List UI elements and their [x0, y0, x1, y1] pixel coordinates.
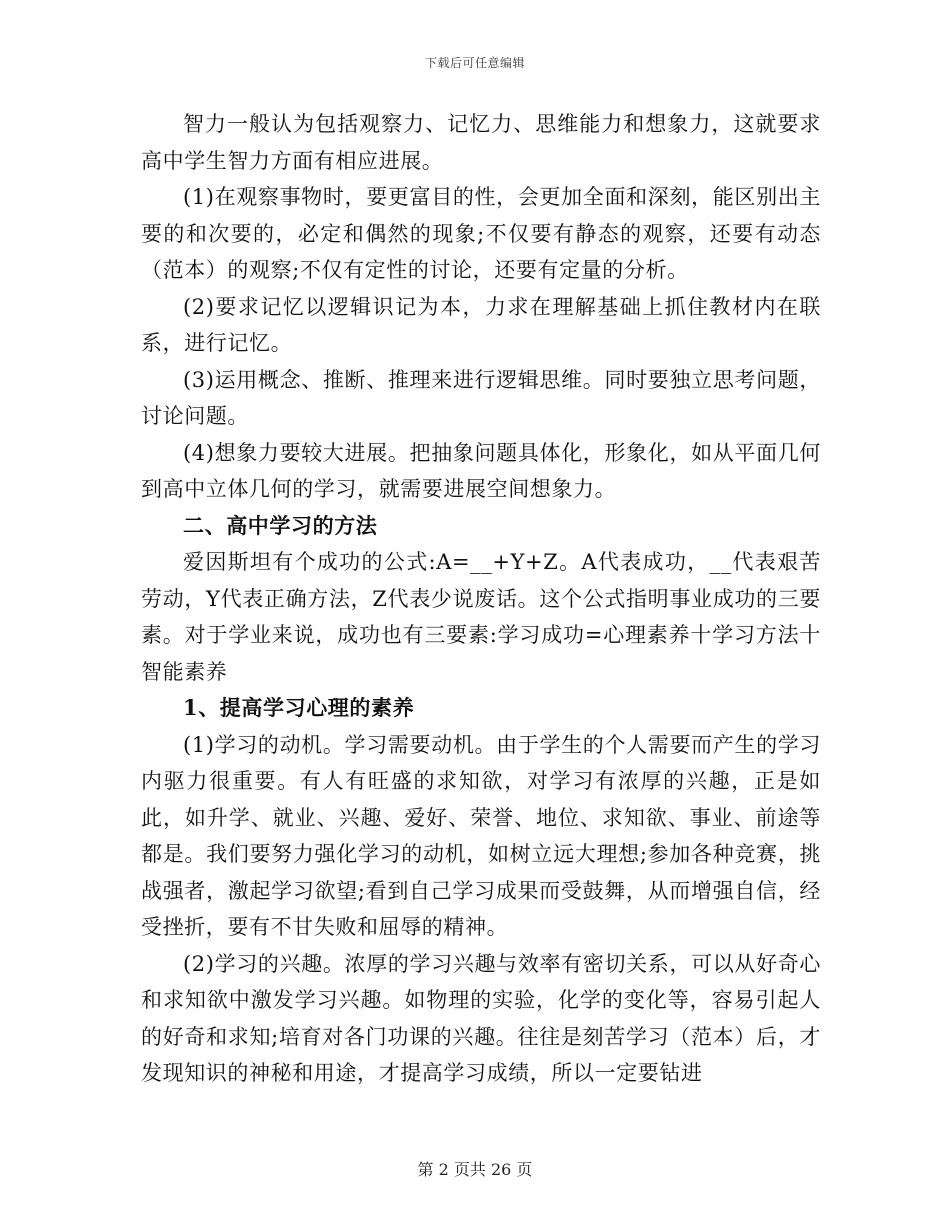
paragraph: (1)学习的动机。学习需要动机。由于学生的个人需要而产生的学习内驱力很重要。有人有旺盛的求知欲，对学习有浓厚的兴趣，正是如此，如升学、就业、兴趣、爱好、荣誉、地位、求知欲、事业、前途等都是。我们要努力强化学习的动机，如树立远大理想;参加各种竞赛，挑战强者，激起学习欲望;看到自己学习成果而受鼓舞，从而增强自信，经受挫折，要有不甘失败和屈辱的精神。: [141, 732, 821, 939]
paragraph: (3)运用概念、推断、推理来进行逻辑思维。同时要独立思考问题，讨论问题。: [141, 367, 821, 428]
paragraph: (2)学习的兴趣。浓厚的学习兴趣与效率有密切关系，可以从好奇心和求知欲中激发学习兴趣。如物理的实验，化学的变化等，容易引起人的好奇和求知;培育对各门功课的兴趣。往往是刻苦学习（范本）后，才发现知识的神秘和用途，才提高学习成绩，所以一定要钻进: [141, 951, 821, 1085]
paragraph: 智力一般认为包括观察力、记忆力、思维能力和想象力，这就要求高中学生智力方面有相应进展。: [141, 112, 821, 173]
paragraph: 爱因斯坦有个成功的公式:A=__+Y+Z。A代表成功，__代表艰苦劳动，Y代表正确方法，Z代表少说废话。这个公式指明事业成功的三要素。对于学业来说，成功也有三要素:学习成功=心理素养十学习方法十智能素养: [141, 550, 821, 684]
paragraph: (1)在观察事物时，要更富目的性，会更加全面和深刻，能区别出主要的和次要的，必定和偶然的现象;不仅要有静态的观察，还要有动态（范本）的观察;不仅有定性的讨论，还要有定量的分析。: [141, 185, 821, 282]
paragraph: (2)要求记忆以逻辑识记为本，力求在理解基础上抓住教材内在联系，进行记忆。: [141, 294, 821, 355]
document-body: [141, 106, 821, 1092]
paragraph: (4)想象力要较大进展。把抽象问题具体化，形象化，如从平面几何到高中立体几何的学习，就需要进展空间想象力。: [141, 440, 821, 501]
page-header: 下载后可任意编辑: [424, 56, 525, 70]
section-heading: 二、高中学习的方法: [183, 512, 378, 538]
page-footer: 第 2 页共 26 页: [417, 1160, 533, 1179]
subsection-heading: 1、提高学习心理的素养: [183, 695, 415, 720]
